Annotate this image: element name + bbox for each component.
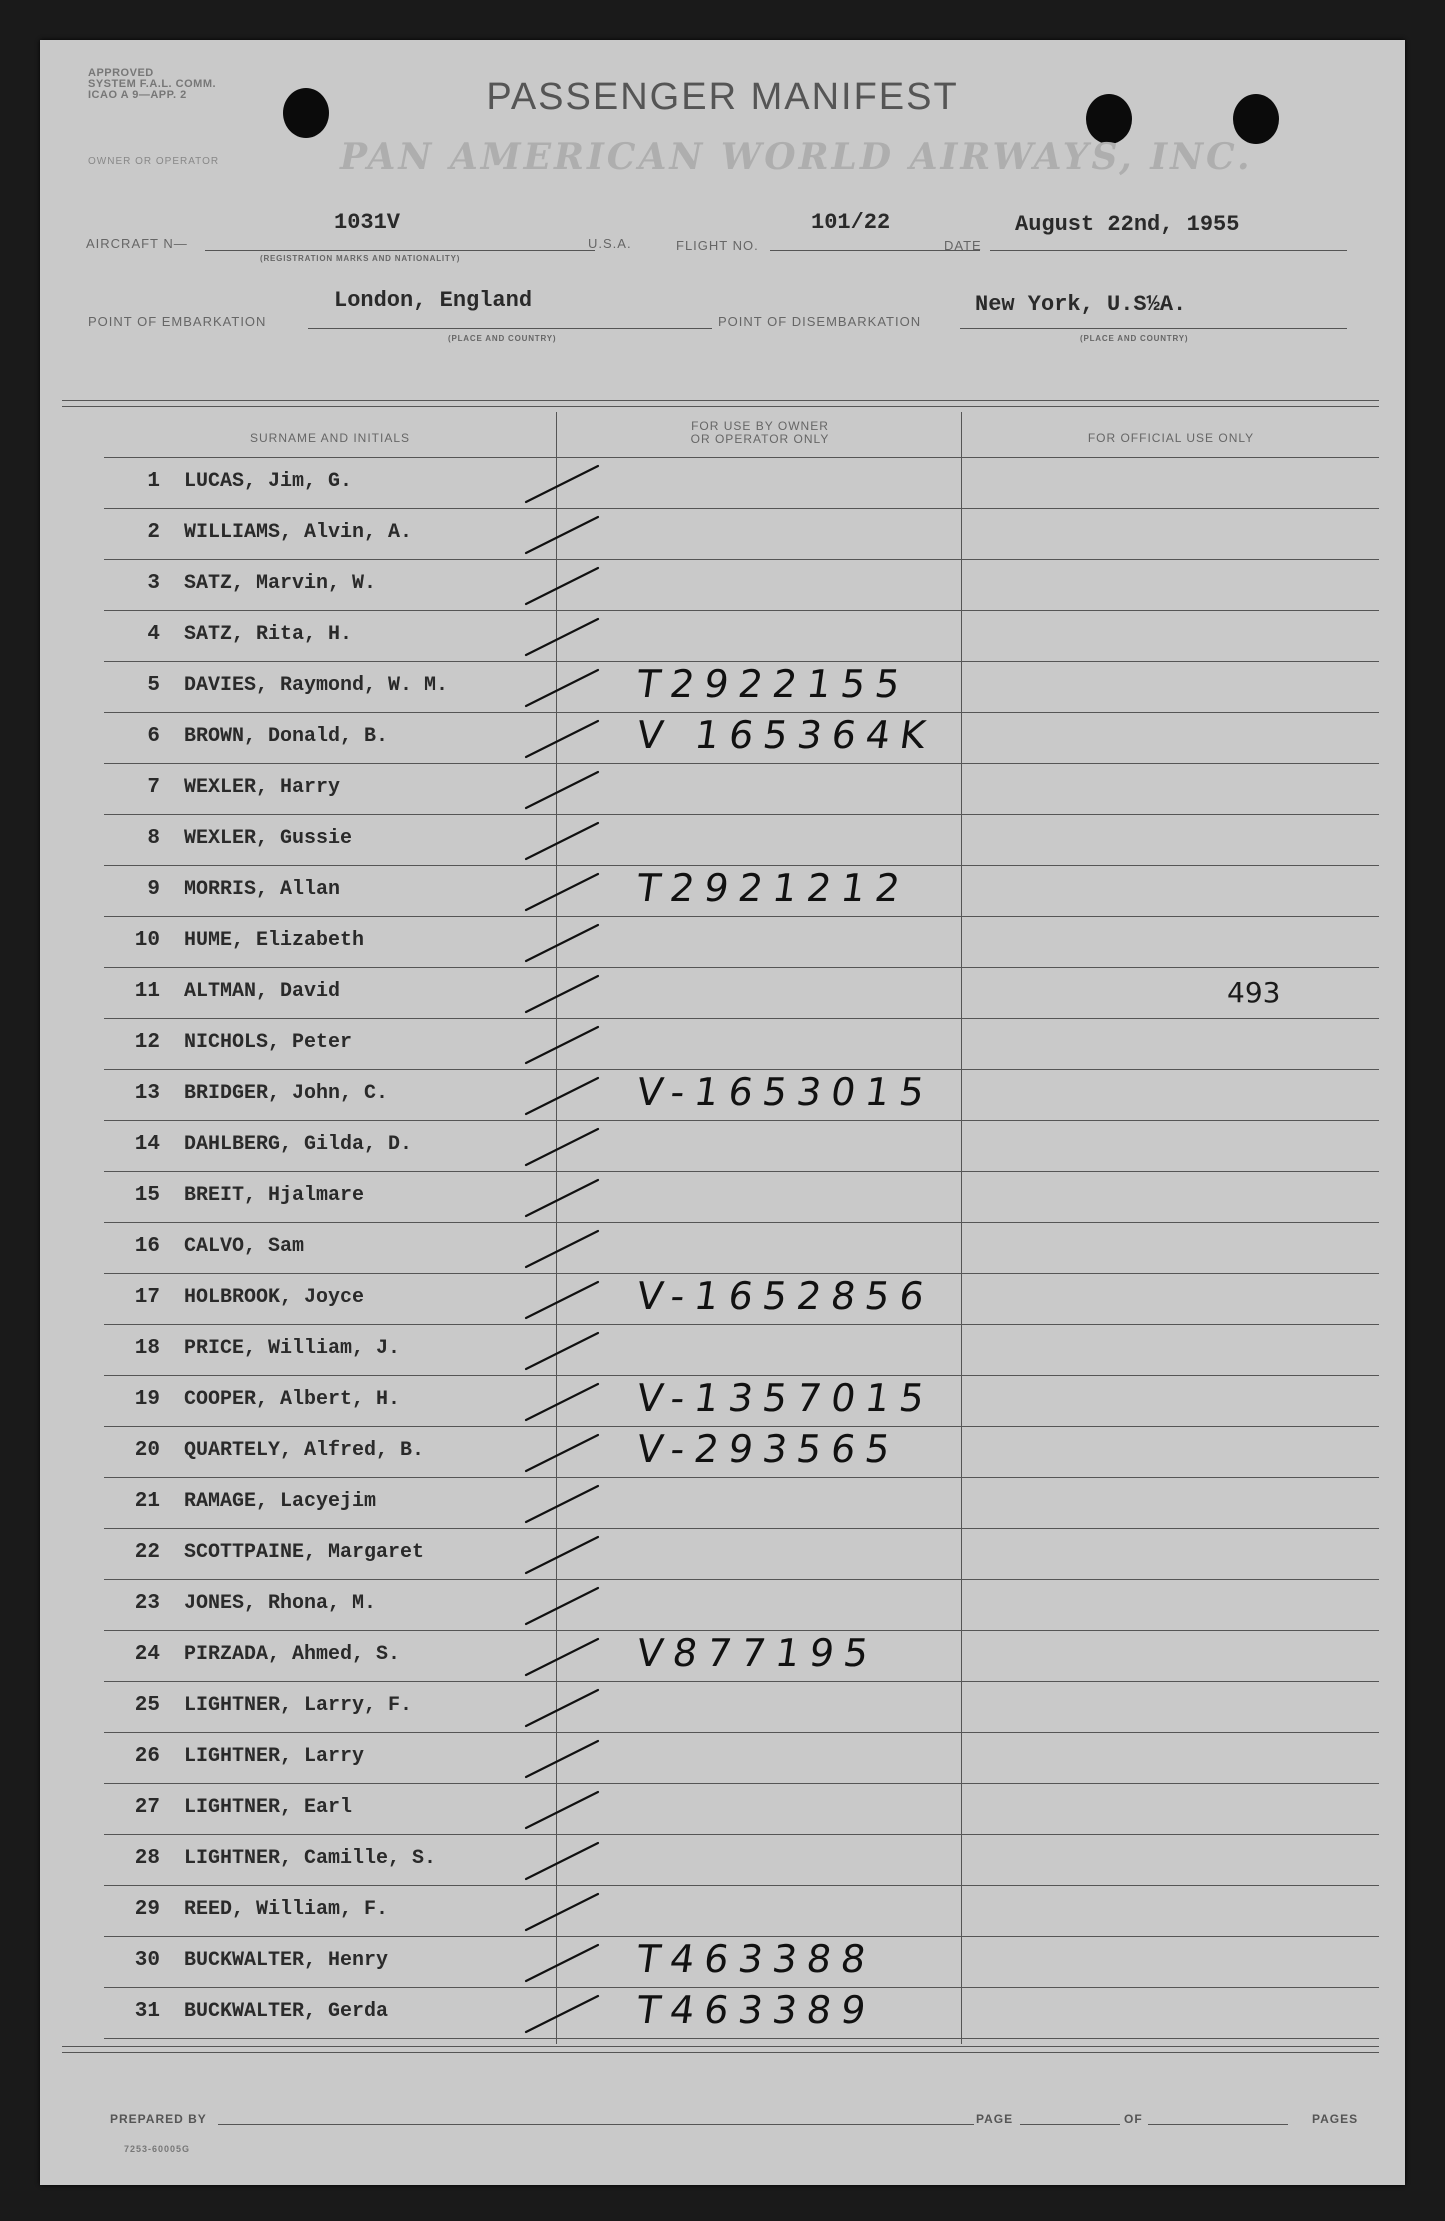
check-mark [522,1021,602,1067]
row-number: 24 [134,1643,160,1666]
check-mark [522,1888,602,1934]
column-header-surname: SURNAME AND INITIALS [249,431,411,445]
table-top-rule [62,400,1379,401]
passenger-name: JONES, Rhona, M. [184,1592,377,1615]
check-mark [522,664,602,710]
check-mark [522,1837,602,1883]
page-underline [1020,2124,1120,2125]
approval-line: ICAO A 9—APP. 2 [88,89,187,101]
aircraft-caption: (REGISTRATION MARKS AND NATIONALITY) [260,254,461,263]
of-label: OF [1124,2112,1143,2126]
table-row [82,713,1379,764]
check-mark [522,970,602,1016]
table-row [82,1937,1379,1988]
page-label: PAGE [976,2112,1014,2126]
nationality-label: U.S.A. [588,236,632,251]
passenger-name: LUCAS, Jim, G. [184,470,353,493]
approval-line: SYSTEM F.A.L. COMM. [88,78,217,90]
row-rule [104,2038,1379,2039]
table-row [82,1070,1379,1121]
handwritten-note: V-1357015 [633,1376,937,1420]
row-number: 6 [147,725,160,748]
table-row [82,1427,1379,1478]
date-underline [990,250,1347,251]
disembark-caption: (PLACE AND COUNTRY) [1080,334,1189,343]
passenger-name: HUME, Elizabeth [184,929,365,952]
table-row [82,1886,1379,1937]
embark-label: POINT OF EMBARKATION [88,314,267,329]
row-number: 14 [134,1133,160,1156]
passenger-name: SATZ, Marvin, W. [184,572,377,595]
row-number: 4 [147,623,160,646]
row-number: 17 [134,1286,160,1309]
form-number: 7253-60005G [124,2144,191,2154]
table-bottom-rule [62,2046,1379,2047]
row-number: 27 [134,1796,160,1819]
table-row [82,866,1379,917]
row-number: 15 [134,1184,160,1207]
passenger-name: PRICE, William, J. [184,1337,401,1360]
prepared-by-label: PREPARED BY [110,2112,207,2126]
row-number: 26 [134,1745,160,1768]
passenger-name: WEXLER, Gussie [184,827,353,850]
row-number: 29 [134,1898,160,1921]
passenger-name: LIGHTNER, Earl [184,1796,353,1819]
check-mark [522,1174,602,1220]
handwritten-note: V 165364K [633,713,939,757]
passenger-name: WEXLER, Harry [184,776,341,799]
check-mark [522,1633,602,1679]
passenger-name: BREIT, Hjalmare [184,1184,365,1207]
table-row [82,1988,1379,2039]
embark-underline [308,328,712,329]
check-mark [522,868,602,914]
handwritten-note: V-293565 [633,1427,903,1471]
check-mark [522,919,602,965]
table-row [82,662,1379,713]
check-mark [522,715,602,761]
table-row [82,611,1379,662]
page-title: PASSENGER MANIFEST [486,76,959,118]
table-row [82,917,1379,968]
table-row [82,1172,1379,1223]
passenger-name: LIGHTNER, Larry [184,1745,365,1768]
row-number: 18 [134,1337,160,1360]
check-mark [522,1684,602,1730]
check-mark [522,1786,602,1832]
owner-label: OWNER OR OPERATOR [88,156,220,167]
table-row [82,1478,1379,1529]
handwritten-note: V877195 [633,1631,882,1675]
aircraft-value: 1031V [334,210,401,235]
check-mark [522,1378,602,1424]
handwritten-note: T2922155 [633,662,913,706]
check-mark [522,1990,602,2036]
passenger-name: LIGHTNER, Camille, S. [184,1847,437,1870]
table-row [82,1835,1379,1886]
row-number: 28 [134,1847,160,1870]
table-row [82,1019,1379,1070]
row-number: 2 [147,521,160,544]
table-row [82,509,1379,560]
row-number: 21 [134,1490,160,1513]
row-number: 3 [147,572,160,595]
row-number: 23 [134,1592,160,1615]
check-mark [522,817,602,863]
passenger-name: QUARTELY, Alfred, B. [184,1439,425,1462]
aircraft-label: AIRCRAFT N— [86,236,188,251]
table-row [82,1580,1379,1631]
check-mark [522,1123,602,1169]
row-number: 5 [147,674,160,697]
table-row [82,764,1379,815]
passenger-name: COOPER, Albert, H. [184,1388,401,1411]
handwritten-note: T2921212 [633,866,913,910]
date-label: DATE [944,238,982,253]
table-row [82,1325,1379,1376]
passenger-name: LIGHTNER, Larry, F. [184,1694,413,1717]
check-mark [522,1531,602,1577]
passenger-name: CALVO, Sam [184,1235,305,1258]
check-mark [522,1480,602,1526]
check-mark [522,1429,602,1475]
embark-caption: (PLACE AND COUNTRY) [448,334,557,343]
row-number: 25 [134,1694,160,1717]
table-row [82,1784,1379,1835]
disembark-value: New York, U.S½A. [975,292,1187,317]
row-number: 10 [134,929,160,952]
row-number: 12 [134,1031,160,1054]
check-mark [522,460,602,506]
check-mark [522,511,602,557]
disembark-label: POINT OF DISEMBARKATION [718,314,922,329]
passenger-name: BROWN, Donald, B. [184,725,389,748]
check-mark [522,1327,602,1373]
table-top-rule [62,406,1379,407]
row-number: 9 [147,878,160,901]
passenger-name: PIRZADA, Ahmed, S. [184,1643,401,1666]
table-row [82,968,1379,1019]
passenger-name: REED, William, F. [184,1898,389,1921]
table-row [82,1733,1379,1784]
passenger-name: WILLIAMS, Alvin, A. [184,521,413,544]
table-row [82,815,1379,866]
prepared-by-underline [218,2124,974,2125]
manifest-page [40,40,1405,2185]
column-header-official: FOR OFFICIAL USE ONLY [1087,431,1255,445]
row-number: 7 [147,776,160,799]
passenger-name: MORRIS, Allan [184,878,341,901]
table-row [82,560,1379,611]
check-mark [522,1225,602,1271]
official-note: 493 [1227,976,1281,1009]
row-number: 30 [134,1949,160,1972]
handwritten-note: T463389 [633,1988,879,2032]
check-mark [522,1735,602,1781]
disembark-underline [960,328,1347,329]
passenger-name: SCOTTPAINE, Margaret [184,1541,425,1564]
passenger-name: SATZ, Rita, H. [184,623,353,646]
row-number: 16 [134,1235,160,1258]
table-row [82,1529,1379,1580]
table-row [82,1223,1379,1274]
passenger-name: BRIDGER, John, C. [184,1082,389,1105]
passenger-name: RAMAGE, Lacyejim [184,1490,377,1513]
check-mark [522,1939,602,1985]
passenger-name: DAHLBERG, Gilda, D. [184,1133,413,1156]
check-mark [522,766,602,812]
table-row [82,1631,1379,1682]
check-mark [522,1582,602,1628]
date-value: August 22nd, 1955 [1015,212,1240,237]
passenger-name: ALTMAN, David [184,980,341,1003]
passenger-name: DAVIES, Raymond, W. M. [184,674,449,697]
row-number: 20 [134,1439,160,1462]
row-number: 8 [147,827,160,850]
passenger-name: BUCKWALTER, Gerda [184,2000,389,2023]
table-row [82,1376,1379,1427]
flight-label: FLIGHT NO. [676,238,759,253]
handwritten-note: V-1653015 [633,1070,937,1114]
table-row [82,1682,1379,1733]
passenger-name: NICHOLS, Peter [184,1031,353,1054]
row-number: 22 [134,1541,160,1564]
handwritten-note: V-1652856 [633,1274,937,1318]
row-number: 13 [134,1082,160,1105]
table-row [82,1274,1379,1325]
table-row [82,1121,1379,1172]
of-underline [1148,2124,1288,2125]
airline-name: PAN AMERICAN WORLD AIRWAYS, INC. [340,136,1253,178]
check-mark [522,1276,602,1322]
flight-value: 101/22 [811,210,891,235]
embark-value: London, England [334,288,533,313]
row-number: 31 [134,2000,160,2023]
table-bottom-rule [62,2052,1379,2053]
column-header-owner: FOR USE BY OWNER OR OPERATOR ONLY [690,419,830,446]
check-mark [522,613,602,659]
aircraft-underline [205,250,595,251]
passenger-name: BUCKWALTER, Henry [184,1949,389,1972]
passenger-name: HOLBROOK, Joyce [184,1286,365,1309]
pages-label: PAGES [1312,2112,1359,2126]
check-mark [522,562,602,608]
approval-line: APPROVED [88,67,154,79]
handwritten-note: T463388 [633,1937,879,1981]
check-mark [522,1072,602,1118]
row-number: 19 [134,1388,160,1411]
row-number: 11 [134,980,160,1003]
row-number: 1 [147,470,160,493]
table-row [82,458,1379,509]
